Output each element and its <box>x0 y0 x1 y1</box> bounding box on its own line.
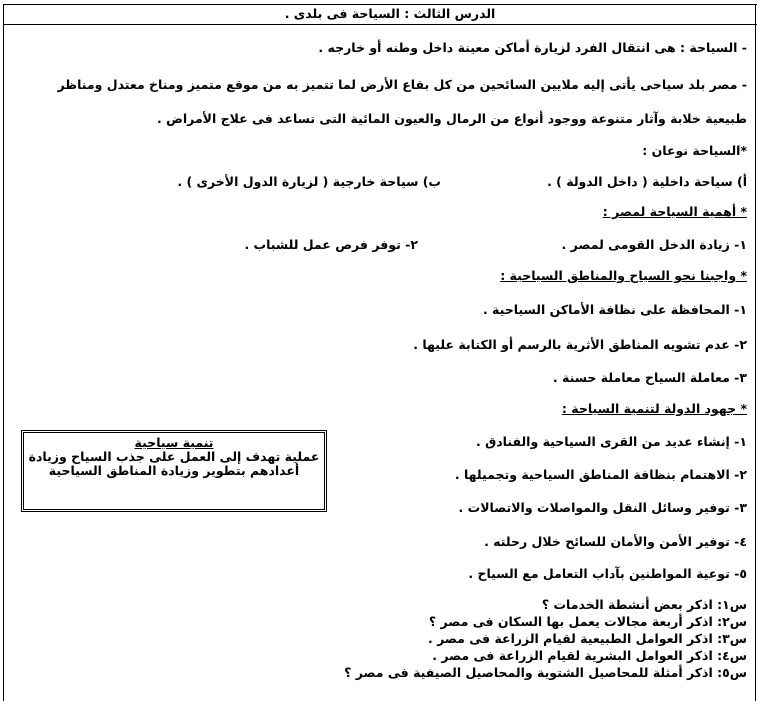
definition-box-line-2: أعدادهم بتطوير وزيادة المناطق السياحية <box>48 463 300 478</box>
question-2: س٢: اذكر أربعة مجالات يعمل بها السكان فى مصر ؟ <box>428 614 747 629</box>
egypt-description-line-2: طبيعية خلابة وآثار متنوعة ووجود أنواع من الرمال والعيون المائية التى تساعد فى علاج الأمراض . <box>156 111 747 126</box>
duties-heading: * واجبنا نحو السياح والمناطق السياحية : <box>500 268 747 283</box>
importance-item-2: ٢- توفر فرص عمل للشباب . <box>244 237 418 252</box>
efforts-heading: * جهود الدولة لتنمية السياحة : <box>561 401 747 416</box>
importance-heading: * أهمية السياحة لمصر : <box>602 204 747 219</box>
page-border-left <box>3 4 4 701</box>
question-4: س٤: اذكر العوامل البشرية لقيام الزراعة فى مصر . <box>432 648 747 663</box>
duty-item-2: ٢- عدم تشويه المناطق الأثرية بالرسم أو الكتابة عليها . <box>413 337 747 352</box>
external-tourism: ب) سياحة خارجية ( لزيارة الدول الأخرى ) . <box>177 174 441 189</box>
question-3: س٣: اذكر العوامل الطبيعية لقيام الزراعة فى مصر . <box>427 631 747 646</box>
internal-tourism: أ) سياحة داخلية ( داخل الدولة ) . <box>547 174 747 189</box>
egypt-description-line-1: - مصر بلد سياحى يأتى إليه ملايين السائحين من كل بقاع الأرض لما تتميز به من موقع متميز ومناخ معتدل ومناظر <box>57 77 747 92</box>
lesson-title: الدرس الثالث : السياحة فى بلدى . <box>284 6 496 21</box>
effort-item-2: ٢- الاهتمام بنظافة المناطق السياحية وتجميلها . <box>454 467 747 482</box>
page-border-right <box>755 4 756 701</box>
effort-item-5: ٥- توعية المواطنين بآداب التعامل مع السياح . <box>468 566 747 581</box>
duty-item-3: ٣- معاملة السياح معاملة حسنة . <box>552 370 747 385</box>
definition-box <box>21 430 327 512</box>
page-border-top <box>3 4 757 5</box>
title-divider <box>3 24 757 25</box>
effort-item-3: ٣- توفير وسائل النقل والمواصلات والاتصالات . <box>458 500 747 515</box>
effort-item-1: ١- إنشاء عديد من القرى السياحية والفنادق . <box>475 434 747 449</box>
tourism-definition: - السياحة : هى انتقال الفرد لزيارة أماكن معينة داخل وطنه أو خارجه . <box>318 40 747 55</box>
importance-item-1: ١- زيادة الدخل القومى لمصر . <box>561 237 747 252</box>
question-5: س٥: اذكر أمثلة للمحاصيل الشتوية والمحاصيل الصيفية فى مصر ؟ <box>344 665 747 680</box>
question-1: س١: اذكر بعض أنشطة الخدمات ؟ <box>541 597 747 612</box>
definition-box-title: تنمية سياحية <box>134 435 214 450</box>
tourism-types-heading: *السياحة نوعان : <box>642 143 747 158</box>
effort-item-4: ٤- توفير الأمن والأمان للسائح خلال رحلته . <box>484 534 747 549</box>
duty-item-1: ١- المحافظة على نظافة الأماكن السياحية . <box>482 302 747 317</box>
definition-box-line-1: عملية تهدف إلى العمل على جذب السياح وزيادة <box>28 449 320 464</box>
